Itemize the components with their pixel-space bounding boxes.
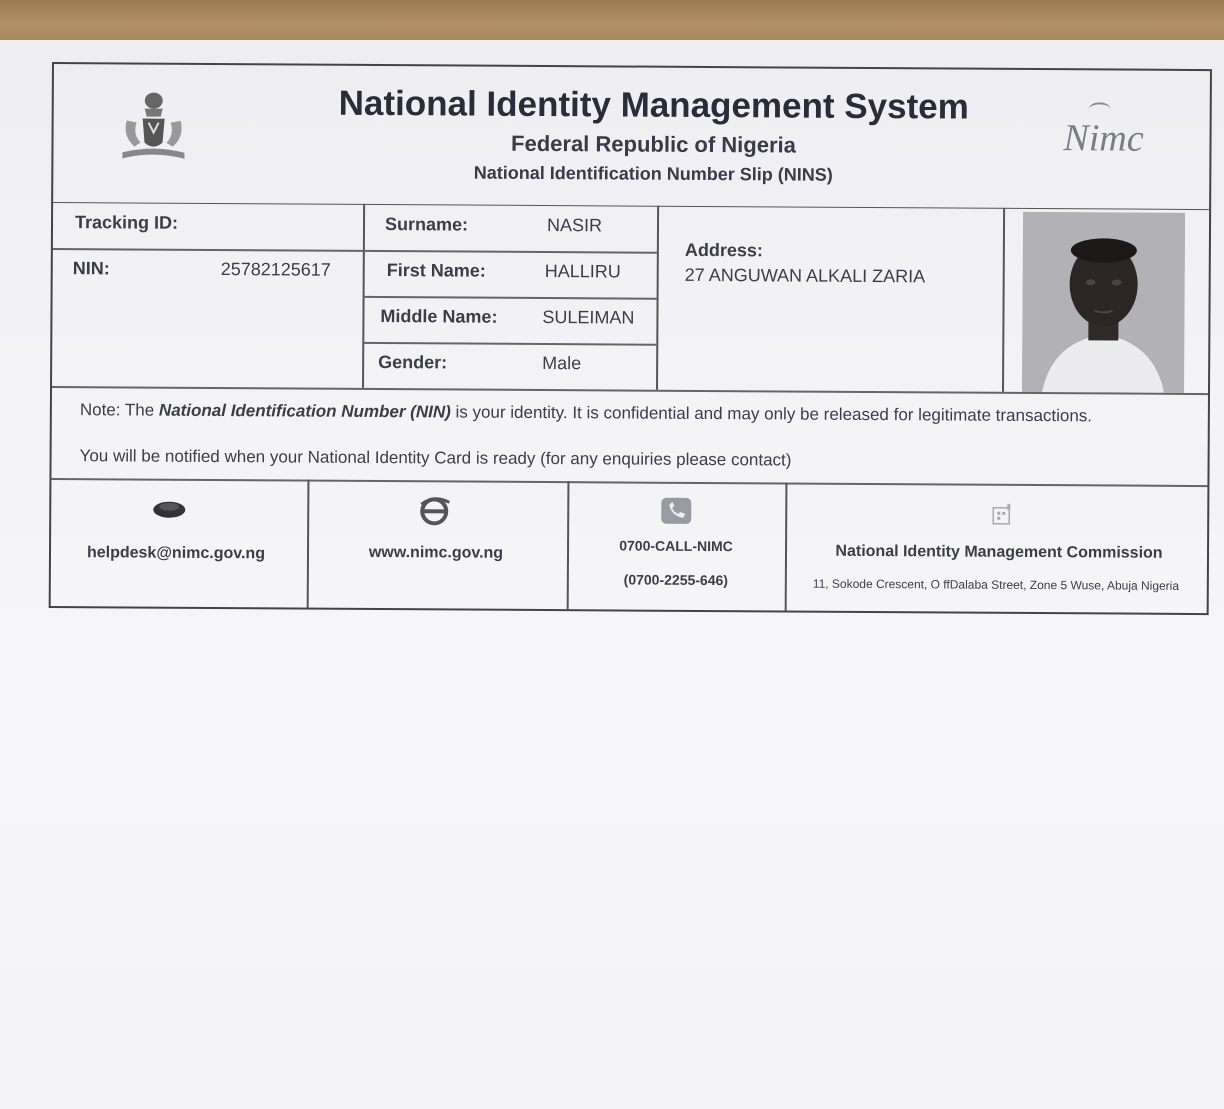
helpdesk-email: helpdesk@nimc.gov.ng <box>86 544 266 563</box>
divider <box>363 296 657 299</box>
organization-address: 11, Sokode Crescent, O ffDalaba Street, Zone 5 Wuse, Abuja Nigeria <box>812 576 1180 593</box>
first-name-value: HALLIRU <box>544 261 621 282</box>
phone-number: (0700-2255-646) <box>623 571 729 589</box>
divider <box>53 248 657 253</box>
divider <box>307 480 309 608</box>
phone-label: 0700-CALL-NIMC <box>619 537 733 555</box>
page-title: National Identity Management System <box>338 83 969 127</box>
note-line-2: You will be notified when your National Identity Card is ready (for any enquiries please contact) <box>79 446 792 470</box>
portrait-image <box>1022 212 1185 393</box>
surname-label: Surname: <box>384 214 469 235</box>
nin-slip <box>49 62 1212 615</box>
country-subtitle: Federal Republic of Nigeria <box>511 130 797 158</box>
organization-name: National Identity Management Commission <box>835 542 1163 562</box>
address-value: 27 ANGUWAN ALKALI ZARIA <box>684 264 926 287</box>
website-link: www.nimc.gov.ng <box>368 543 504 562</box>
slip-title: National Identification Number Slip (NINS) <box>473 162 833 185</box>
first-name-label: First Name: <box>386 260 486 281</box>
note-emphasis: National Identification Number (NIN) <box>158 400 451 422</box>
slip-header <box>53 64 1210 210</box>
divider <box>567 481 569 609</box>
holder-photo <box>1022 212 1185 393</box>
note-suffix: is your identity. It is confidential and may only be released for legitimate transactions. <box>450 402 1093 426</box>
logo-text: Nimc <box>1063 117 1144 160</box>
note-line-1 <box>80 400 1092 426</box>
logo-arc <box>1089 102 1111 116</box>
phone-icon <box>659 496 693 526</box>
surname-value: NASIR <box>546 215 603 236</box>
divider <box>51 478 1207 487</box>
building-icon <box>989 502 1015 528</box>
divider <box>1002 208 1005 392</box>
middle-name-label: Middle Name: <box>380 306 498 327</box>
note-prefix: Note: The <box>79 400 160 420</box>
nin-value: 25782125617 <box>220 259 331 280</box>
gender-label: Gender: <box>378 351 448 373</box>
nimc-logo <box>1048 102 1158 173</box>
nin-label: NIN: <box>72 258 110 279</box>
web-browser-icon <box>417 496 451 526</box>
gender-value: Male <box>542 353 582 374</box>
tracking-id-label: Tracking ID: <box>74 212 179 233</box>
address-label: Address: <box>684 239 763 261</box>
middle-name-value: SULEIMAN <box>542 307 635 328</box>
email-icon <box>151 499 187 519</box>
divider <box>785 482 787 610</box>
divider <box>362 342 656 345</box>
coat-of-arms-icon <box>108 86 198 167</box>
